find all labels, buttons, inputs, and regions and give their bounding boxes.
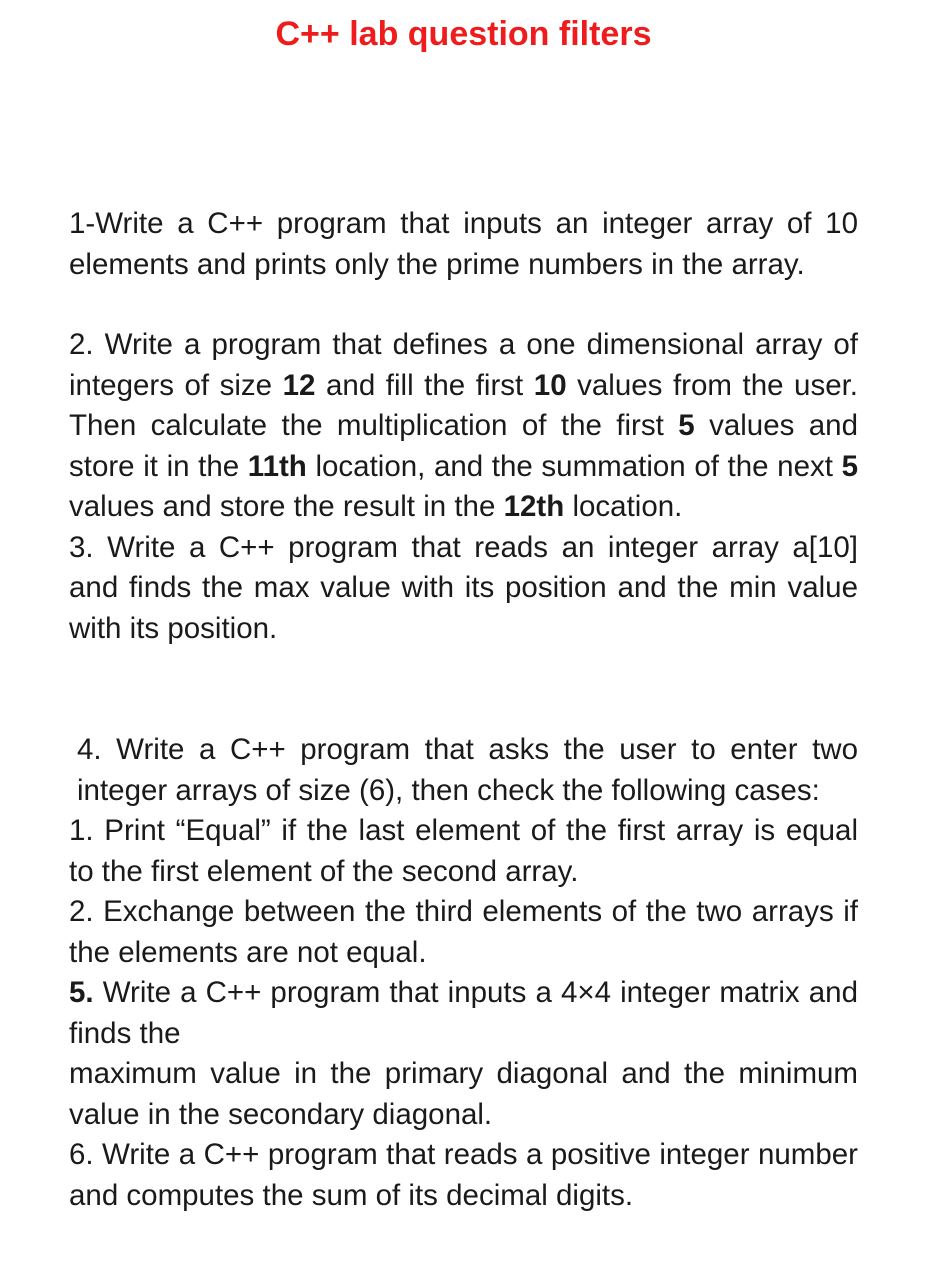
q2-location-12: 12th xyxy=(503,490,565,523)
spacer xyxy=(69,285,858,325)
q2-size-value: 12 xyxy=(282,368,316,402)
q2-fill-count: 10 xyxy=(533,368,567,402)
question-5 xyxy=(69,973,858,1054)
q2-text-2: and fill the first xyxy=(315,368,534,402)
page-title: C++ lab question filters xyxy=(275,15,652,53)
q2-text-1: 2. Write a program that defines a one dimensional array of integers of size xyxy=(69,328,858,402)
question-6: 6. Write a C++ program that reads a positive integer number and computes the sum of its decimal digits. xyxy=(69,1138,858,1212)
questions-body xyxy=(69,204,858,1216)
q2-text-4: values and store it in the xyxy=(69,409,858,483)
q2-sum-count: 5 xyxy=(841,449,858,483)
q2-mult-count: 5 xyxy=(678,409,695,442)
q2-text-3: values from the user. Then calculate the multiplication of the first xyxy=(69,368,859,442)
question-2 xyxy=(69,325,858,528)
q2-text-5: location, and the summation of the next xyxy=(306,449,842,483)
question-4-case-2: 2. Exchange between the third elements of the two arrays if the elements are not equal. xyxy=(69,895,858,969)
question-4: 4. Write a C++ program that asks the user to enter two integer arrays of size (6), then check the following cases: xyxy=(77,733,858,807)
q2-text-6: values and store the result in the xyxy=(69,490,504,523)
question-4-case-1: 1. Print “Equal” if the last element of the first array is equal to the first element of the second array. xyxy=(69,814,858,888)
question-5-continued: maximum value in the primary diagonal and the minimum value in the secondary diagonal. xyxy=(69,1057,858,1131)
question-3: 3. Write a C++ program that reads an integer array a[10] and finds the max value with its position and the min value with its position. xyxy=(69,530,858,645)
q2-text-7: location. xyxy=(564,490,683,523)
spacer xyxy=(69,649,858,730)
q5-line-1: Write a C++ program that inputs a 4×4 integer matrix and finds the xyxy=(69,976,858,1050)
q5-number: 5. xyxy=(69,976,94,1009)
question-1: 1-Write a C++ program that inputs an integer array of 10 elements and prints only the prime numbers in the array. xyxy=(69,207,858,281)
q2-location-11: 11th xyxy=(247,449,307,483)
